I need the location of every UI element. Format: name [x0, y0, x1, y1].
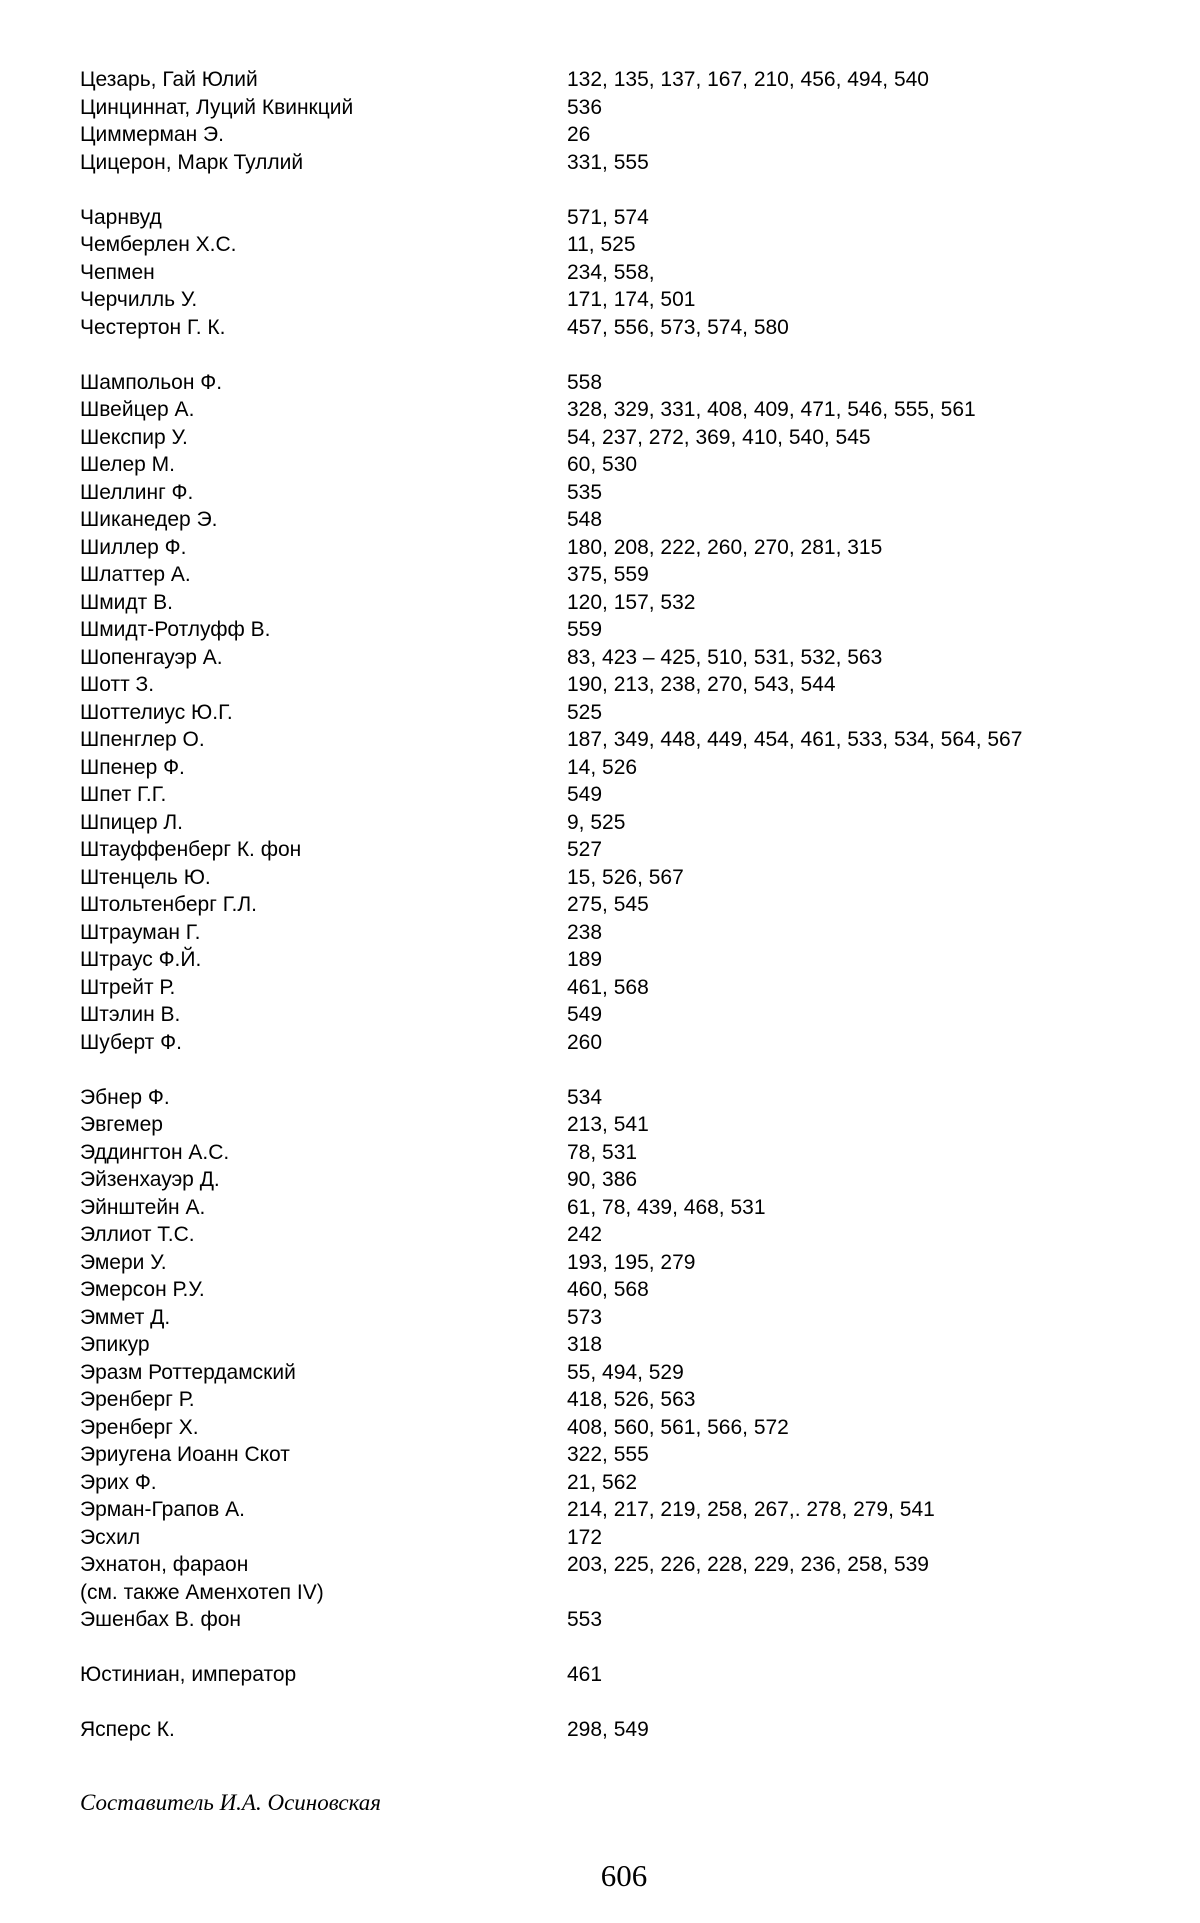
entry-pages: 55, 494, 529	[567, 1360, 684, 1384]
entry-pages: 418, 526, 563	[567, 1388, 696, 1411]
index-entry	[80, 369, 1160, 397]
index-entry	[80, 1249, 1160, 1277]
entry-name: Чарнвуд	[80, 205, 162, 229]
index-entry	[80, 1029, 1160, 1057]
index-entry	[80, 864, 1160, 892]
entry-pages: 460, 568	[567, 1278, 649, 1301]
index-entry	[80, 506, 1160, 534]
entry-name: Честертон Г. К.	[80, 315, 226, 339]
entry-name: Эпикур	[80, 1333, 150, 1356]
entry-name: Эхнатон, фараон	[80, 1553, 249, 1576]
index-entry	[80, 1001, 1160, 1029]
entry-name: Юстиниан, император	[80, 1663, 297, 1686]
index-entry	[80, 671, 1160, 699]
entry-pages: 132, 135, 137, 167, 210, 456, 494, 540	[567, 68, 929, 91]
entry-pages: 14, 526	[567, 755, 638, 779]
entry-name: Эразм Роттердамский	[80, 1360, 296, 1384]
entry-pages: 559	[567, 618, 603, 641]
entry-pages: 180, 208, 222, 260, 270, 281, 315	[567, 535, 883, 559]
index-group	[80, 66, 1160, 176]
entry-pages: 328, 329, 331, 408, 409, 471, 546, 555, 561	[567, 398, 976, 421]
index-entry	[80, 809, 1160, 837]
entry-name: Шмидт В.	[80, 590, 173, 614]
entry-pages: 549	[567, 1003, 603, 1026]
entry-name: Эмери У.	[80, 1250, 167, 1274]
entry-name: Эйнштейн А.	[80, 1195, 206, 1219]
entry-name: Эренберг Р.	[80, 1388, 195, 1411]
entry-name: Ясперс К.	[80, 1718, 175, 1741]
entry-pages: 298, 549	[567, 1718, 649, 1741]
index-entry	[80, 1441, 1160, 1469]
entry-name: Цезарь, Гай Юлий	[80, 68, 258, 91]
entry-name: Шотт З.	[80, 673, 155, 696]
entry-pages: 408, 560, 561, 566, 572	[567, 1415, 789, 1439]
entry-pages: 535	[567, 480, 603, 504]
entry-pages: 234, 558,	[567, 260, 655, 284]
entry-name: Эйзенхауэр Д.	[80, 1168, 220, 1191]
index-entry	[80, 946, 1160, 974]
entry-pages: 214, 217, 219, 258, 267,. 278, 279, 541	[567, 1498, 935, 1521]
index-group	[80, 1084, 1160, 1634]
entry-name: Шпенглер О.	[80, 728, 205, 751]
index-entry	[80, 644, 1160, 672]
entry-name: Шеллинг Ф.	[80, 480, 194, 504]
name-index	[80, 66, 1160, 1771]
index-entry	[80, 754, 1160, 782]
index-entry	[80, 1276, 1160, 1304]
entry-pages: 525	[567, 700, 603, 724]
entry-pages: 203, 225, 226, 228, 229, 236, 258, 539	[567, 1553, 929, 1576]
entry-name: Шекспир У.	[80, 425, 188, 449]
entry-name: Чепмен	[80, 260, 155, 284]
entry-pages: 15, 526, 567	[567, 865, 684, 889]
entry-name: Черчилль У.	[80, 288, 198, 311]
index-entry	[80, 1551, 1160, 1579]
entry-pages: 190, 213, 238, 270, 543, 544	[567, 673, 836, 696]
index-entry	[80, 1524, 1160, 1552]
entry-name: Эбнер Ф.	[80, 1085, 170, 1109]
index-entry	[80, 534, 1160, 562]
entry-name: Эсхил	[80, 1525, 141, 1549]
index-entry	[80, 781, 1160, 809]
entry-pages: 558	[567, 370, 603, 394]
index-group	[80, 369, 1160, 1057]
entry-name: Эллиот Т.С.	[80, 1223, 195, 1246]
index-entry	[80, 1716, 1160, 1744]
entry-pages: 54, 237, 272, 369, 410, 540, 545	[567, 425, 871, 449]
entry-pages: 457, 556, 573, 574, 580	[567, 315, 789, 339]
index-entry	[80, 1194, 1160, 1222]
entry-pages: 238	[567, 920, 603, 944]
entry-name: Шелер М.	[80, 453, 176, 476]
entry-name: Штрейт Р.	[80, 975, 176, 999]
entry-pages: 193, 195, 279	[567, 1250, 696, 1274]
entry-pages: 120, 157, 532	[567, 590, 696, 614]
entry-name: Шиканедер Э.	[80, 508, 218, 531]
entry-name: Штауффенберг К. фон	[80, 838, 302, 861]
entry-pages: 213, 541	[567, 1113, 649, 1136]
entry-pages: 318	[567, 1333, 603, 1356]
entry-pages: 26	[567, 123, 591, 146]
index-entry	[80, 1606, 1160, 1634]
index-entry	[80, 149, 1160, 177]
index-entry	[80, 561, 1160, 589]
entry-name: Эмерсон Р.У.	[80, 1278, 205, 1301]
compiler-credit: Составитель И.А. Осиновская	[80, 1790, 381, 1815]
index-entry	[80, 726, 1160, 754]
page-number: 606	[600, 1858, 648, 1893]
index-entry	[80, 891, 1160, 919]
entry-name: Шоттелиус Ю.Г.	[80, 700, 233, 724]
entry-pages: 61, 78, 439, 468, 531	[567, 1195, 766, 1219]
entry-pages: 553	[567, 1608, 603, 1631]
index-entry	[80, 616, 1160, 644]
index-entry	[80, 1304, 1160, 1332]
entry-name: Эшенбах В. фон	[80, 1608, 242, 1631]
entry-pages: 548	[567, 508, 603, 531]
entry-pages: 21, 562	[567, 1470, 638, 1494]
entry-pages: 60, 530	[567, 453, 638, 476]
entry-pages: 571, 574	[567, 205, 649, 229]
index-entry	[80, 1414, 1160, 1442]
index-entry	[80, 1579, 1160, 1607]
index-entry	[80, 1469, 1160, 1497]
entry-name: Шпицер Л.	[80, 810, 183, 834]
entry-name: Шуберт Ф.	[80, 1030, 182, 1054]
index-entry	[80, 1111, 1160, 1139]
entry-pages: 275, 545	[567, 893, 649, 916]
index-entry	[80, 259, 1160, 287]
entry-pages	[567, 1579, 1160, 1607]
index-group	[80, 1661, 1160, 1689]
entry-name: Цинциннат, Луций Квинкций	[80, 95, 354, 119]
index-entry	[80, 1331, 1160, 1359]
index-entry	[80, 1221, 1160, 1249]
entry-pages: 11, 525	[567, 233, 636, 256]
index-entry	[80, 121, 1160, 149]
entry-pages: 461, 568	[567, 975, 649, 999]
entry-pages: 322, 555	[567, 1443, 649, 1466]
entry-name: Штраус Ф.Й.	[80, 948, 202, 971]
entry-name: Шампольон Ф.	[80, 370, 223, 394]
index-entry	[80, 1359, 1160, 1387]
entry-name: Циммерман Э.	[80, 123, 224, 146]
index-entry	[80, 94, 1160, 122]
index-entry	[80, 1166, 1160, 1194]
entry-pages: 171, 174, 501	[567, 288, 696, 311]
entry-pages: 536	[567, 95, 603, 119]
entry-name: Штольтенберг Г.Л.	[80, 893, 257, 916]
entry-pages: 534	[567, 1085, 603, 1109]
entry-name: Чемберлен Х.С.	[80, 233, 237, 256]
entry-name: Шопенгауэр А.	[80, 645, 223, 669]
index-entry	[80, 424, 1160, 452]
entry-pages: 527	[567, 838, 603, 861]
entry-pages: 90, 386	[567, 1168, 638, 1191]
index-entry	[80, 286, 1160, 314]
index-group	[80, 204, 1160, 342]
index-group	[80, 1716, 1160, 1744]
entry-pages: 331, 555	[567, 150, 649, 174]
entry-name: Эвгемер	[80, 1113, 163, 1136]
entry-pages: 549	[567, 783, 603, 806]
entry-pages: 461	[567, 1663, 603, 1686]
entry-name: Штэлин В.	[80, 1003, 181, 1026]
entry-pages: 375, 559	[567, 563, 649, 586]
entry-pages: 172	[567, 1525, 603, 1549]
entry-name: Шпенер Ф.	[80, 755, 185, 779]
entry-name: Эрман-Грапов А.	[80, 1498, 245, 1521]
entry-name: Шмидт-Ротлуфф В.	[80, 618, 271, 641]
entry-name: Эммет Д.	[80, 1305, 171, 1329]
index-entry	[80, 1084, 1160, 1112]
entry-pages: 83, 423 – 425, 510, 531, 532, 563	[567, 645, 883, 669]
entry-pages: 189	[567, 948, 603, 971]
entry-name: Эрих Ф.	[80, 1470, 157, 1494]
entry-name: Шпет Г.Г.	[80, 783, 167, 806]
index-entry	[80, 1496, 1160, 1524]
entry-name: Шиллер Ф.	[80, 535, 187, 559]
index-entry	[80, 204, 1160, 232]
entry-name: Эддингтон А.С.	[80, 1140, 230, 1164]
entry-pages: 573	[567, 1305, 603, 1329]
index-entry	[80, 451, 1160, 479]
entry-name: Эриугена Иоанн Скот	[80, 1443, 290, 1466]
entry-name: (см. также Аменхотеп IV)	[80, 1580, 324, 1604]
entry-name: Эренберг Х.	[80, 1415, 199, 1439]
entry-pages: 242	[567, 1223, 603, 1246]
entry-name: Швейцер А.	[80, 398, 195, 421]
index-entry	[80, 479, 1160, 507]
index-entry	[80, 1386, 1160, 1414]
index-entry	[80, 836, 1160, 864]
index-entry	[80, 66, 1160, 94]
entry-name: Штенцель Ю.	[80, 865, 211, 889]
entry-name: Цицерон, Марк Туллий	[80, 150, 304, 174]
entry-pages: 187, 349, 448, 449, 454, 461, 533, 534, 564, 567	[567, 728, 1023, 751]
index-entry	[80, 974, 1160, 1002]
index-entry	[80, 1661, 1160, 1689]
entry-name: Штрауман Г.	[80, 920, 201, 944]
index-entry	[80, 396, 1160, 424]
entry-name: Шлаттер А.	[80, 563, 191, 586]
entry-pages: 78, 531	[567, 1140, 638, 1164]
entry-pages: 260	[567, 1030, 603, 1054]
index-entry	[80, 589, 1160, 617]
index-entry	[80, 699, 1160, 727]
entry-pages: 9, 525	[567, 810, 626, 834]
index-entry	[80, 231, 1160, 259]
index-entry	[80, 1139, 1160, 1167]
index-entry	[80, 314, 1160, 342]
index-entry	[80, 919, 1160, 947]
